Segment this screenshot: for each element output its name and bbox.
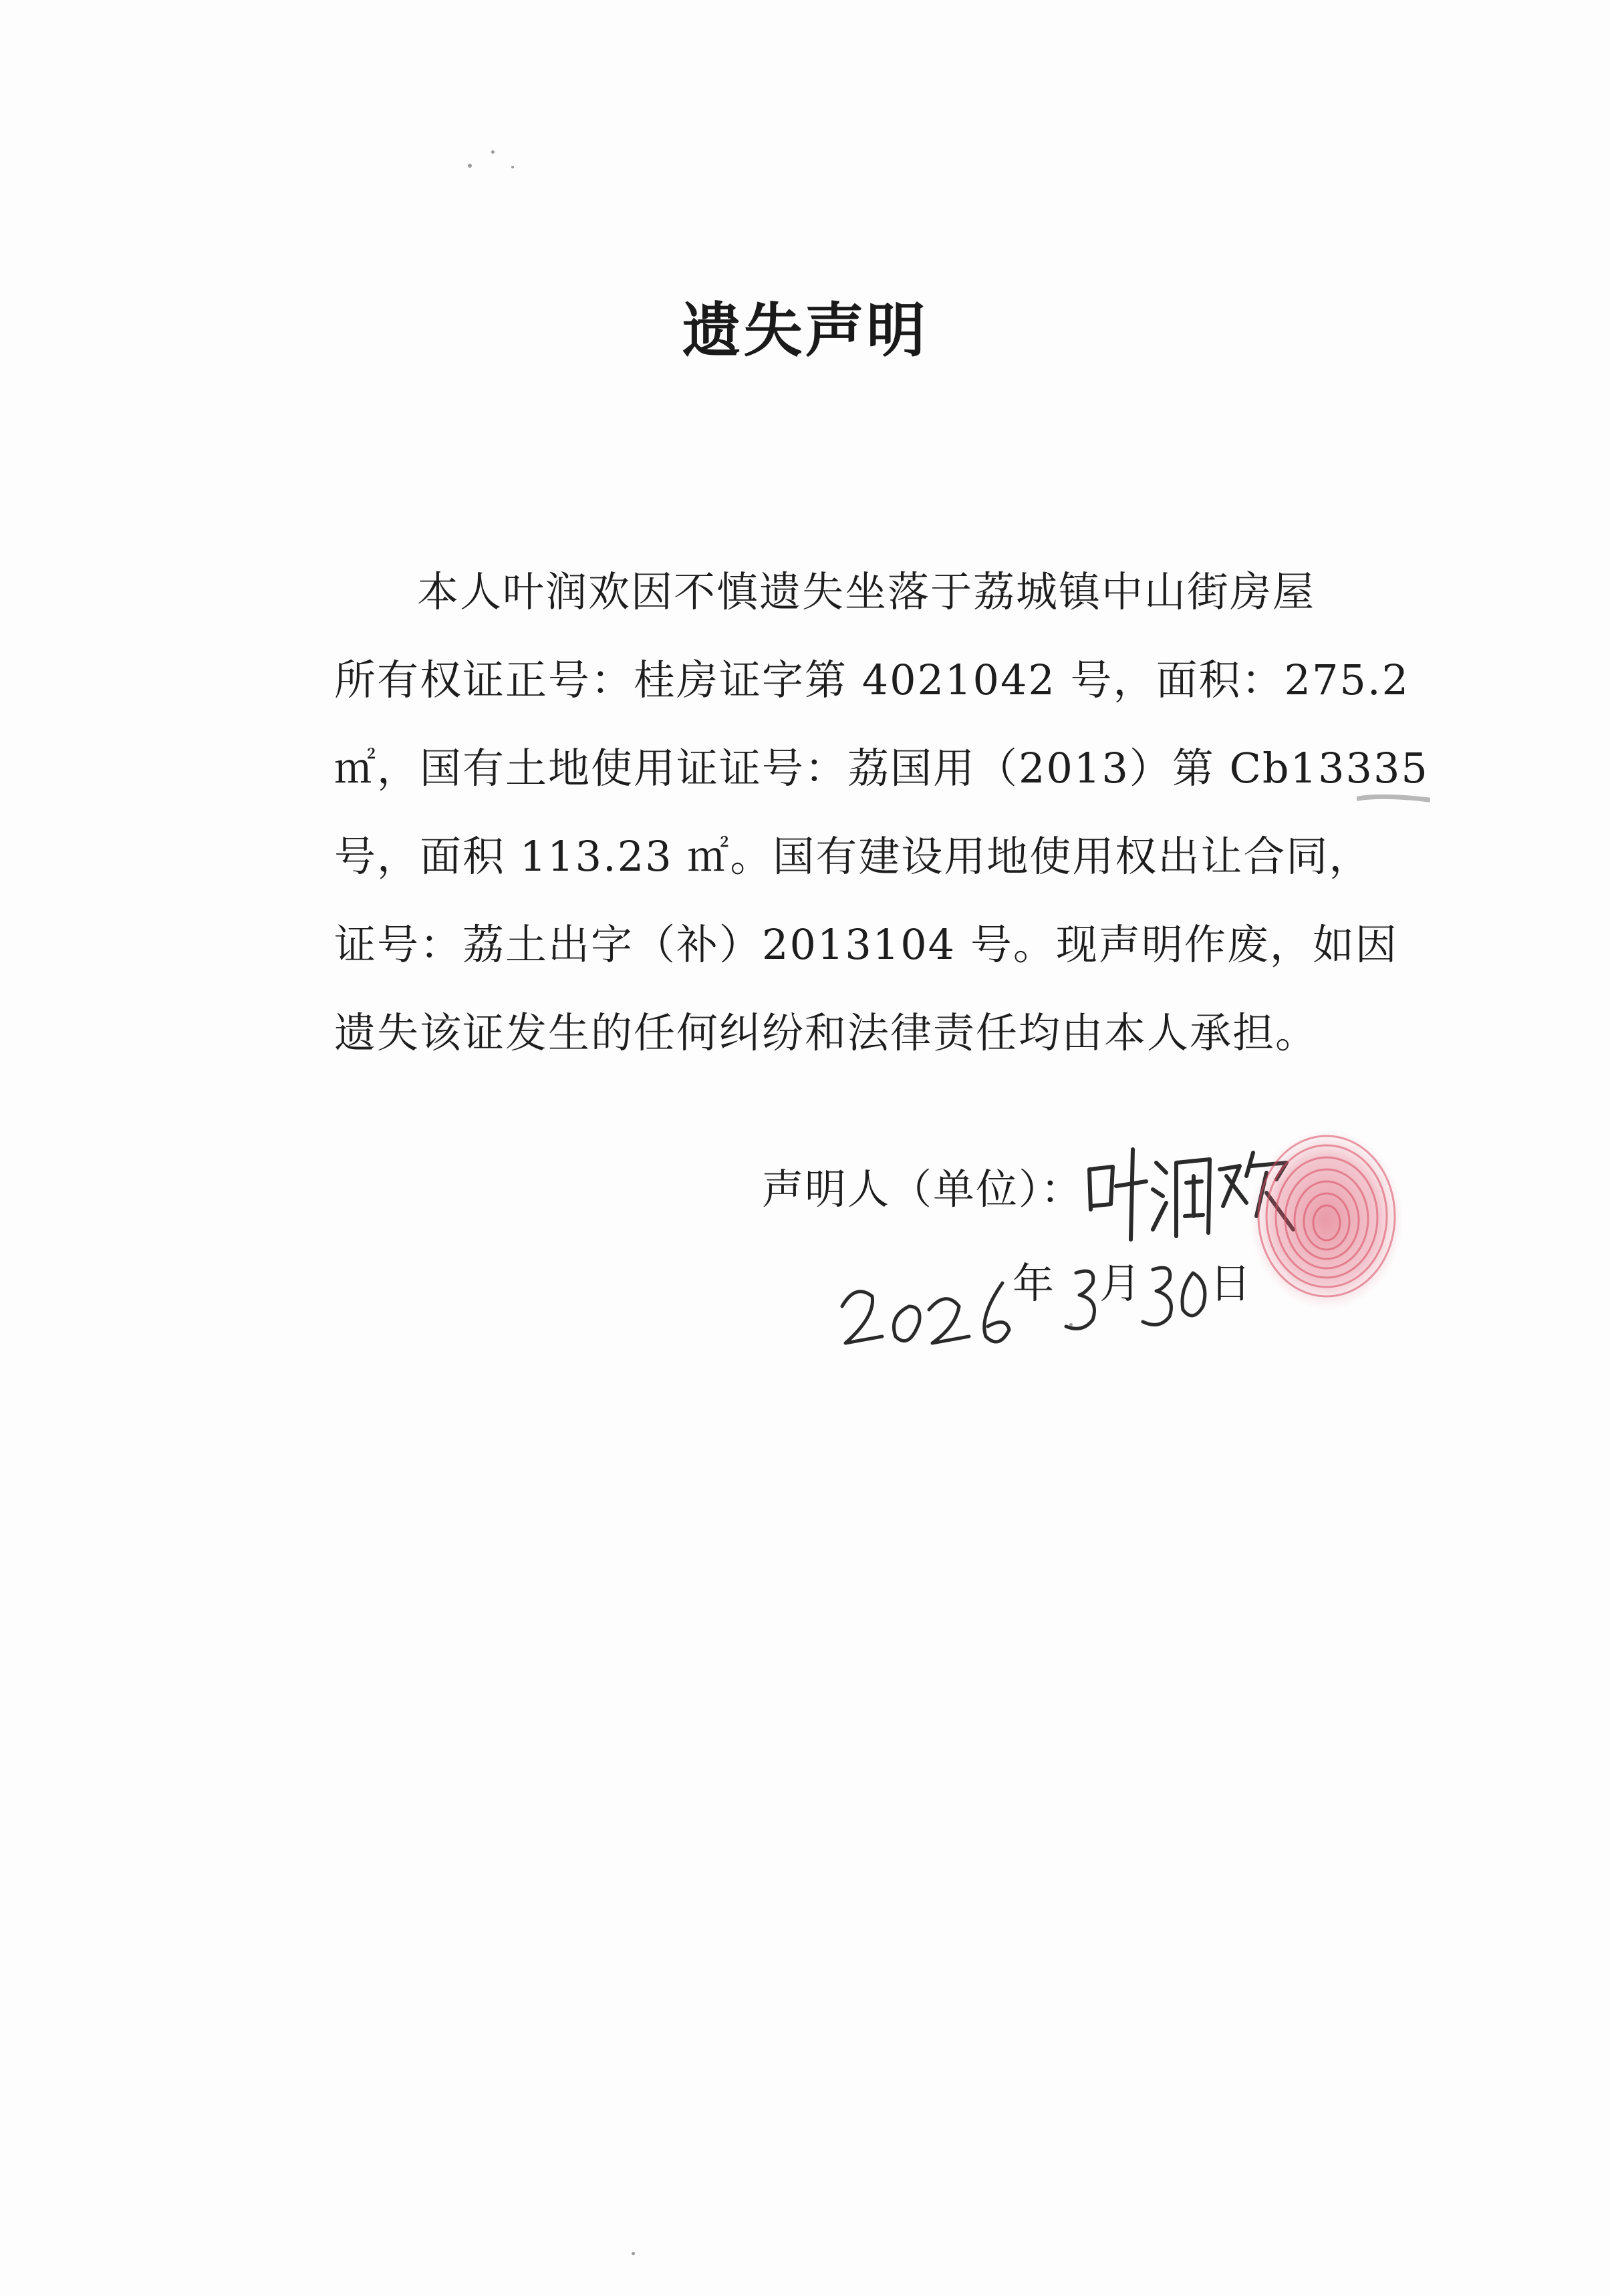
scan-smudge: [1357, 792, 1430, 805]
day-label: 日: [1210, 1259, 1252, 1308]
year-label: 年: [1013, 1259, 1055, 1308]
scan-speck: [1069, 1323, 1073, 1326]
declaration-body: [334, 548, 1429, 1077]
scan-speck: [468, 164, 472, 168]
body-line-1: 本人叶润欢因不慎遗失坐落于荔城镇中山街房屋: [417, 567, 1316, 616]
body-line-2: 所有权证正号：桂房证字第 4021042 号，面积：275.2: [334, 656, 1410, 704]
signature-date: [835, 1243, 1263, 1363]
scan-speck: [632, 2252, 635, 2255]
month-label: 月: [1099, 1259, 1142, 1308]
body-line-3: ㎡，国有土地使用证证号：荔国用（2013）第 Cb13335: [334, 744, 1429, 793]
body-line-5: 证号：荔土出字（补）2013104 号。现声明作废，如因: [334, 920, 1398, 969]
body-line-4: 号，面积 113.23 ㎡。国有建设用地使用权出让合同，: [334, 832, 1372, 881]
fingerprint-mark: [1243, 1123, 1410, 1316]
page-title: 遗失声明: [682, 296, 928, 365]
scan-speck: [511, 166, 514, 168]
scan-speck: [491, 150, 495, 154]
body-line-6: 遗失该证发生的任何纠纷和法律责任均由本人承担。: [334, 1008, 1319, 1057]
signer-label: 声明人（单位）：: [762, 1165, 1084, 1213]
